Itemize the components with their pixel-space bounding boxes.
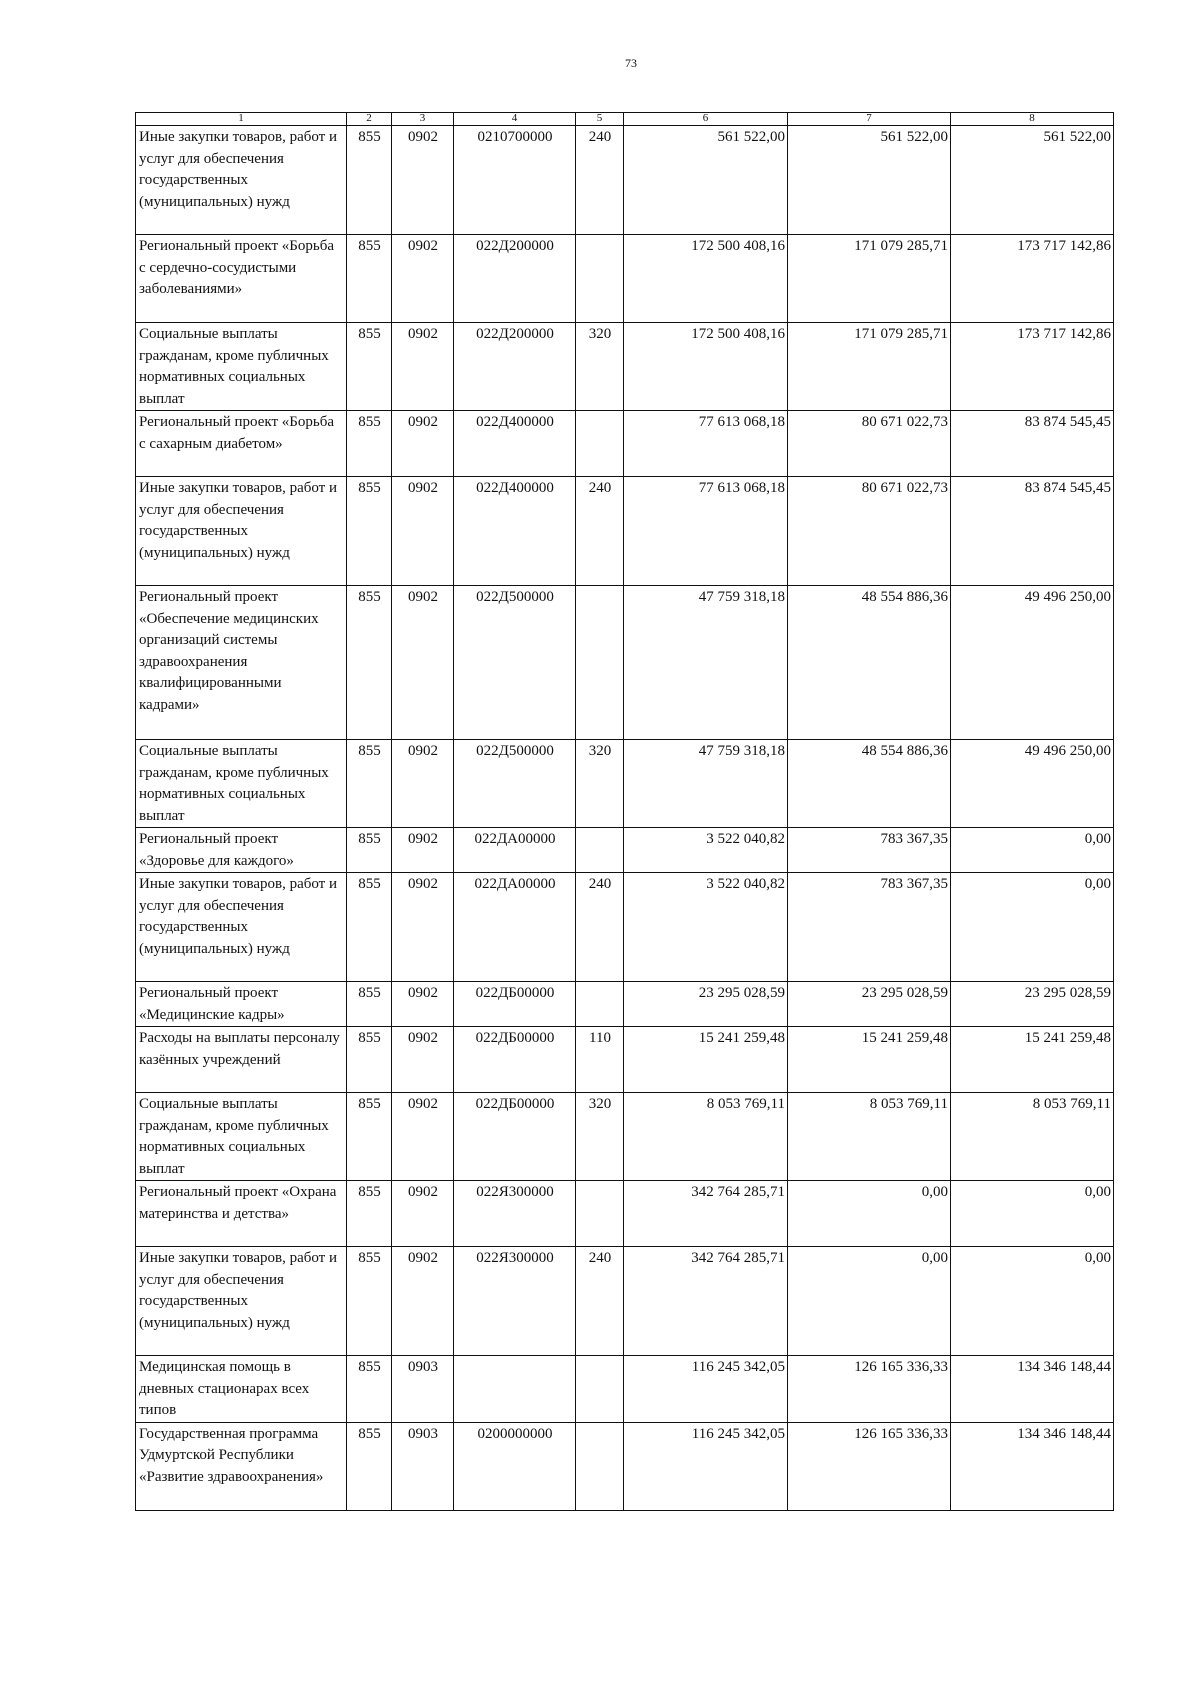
cell-col2: 855 — [347, 1181, 392, 1247]
table-row — [136, 982, 1114, 1027]
cell-col7: 171 079 285,71 — [788, 235, 951, 323]
table-row — [136, 1422, 1114, 1510]
cell-col4: 022Д400000 — [454, 477, 576, 586]
cell-col8: 173 717 142,86 — [951, 235, 1114, 323]
table-row — [136, 477, 1114, 586]
cell-col7: 80 671 022,73 — [788, 411, 951, 477]
item-name: Социальные выплаты гражданам, кроме публичных нормативных социальных выплат — [136, 1093, 347, 1181]
cell-col8: 134 346 148,44 — [951, 1356, 1114, 1423]
cell-col5 — [576, 1181, 624, 1247]
cell-col2: 855 — [347, 982, 392, 1027]
cell-col6: 47 759 318,18 — [624, 740, 788, 828]
cell-col3: 0903 — [392, 1356, 454, 1423]
cell-col3: 0902 — [392, 1181, 454, 1247]
table-row — [136, 323, 1114, 411]
cell-col3: 0902 — [392, 828, 454, 873]
cell-col2: 855 — [347, 126, 392, 235]
cell-col3: 0902 — [392, 323, 454, 411]
cell-col2: 855 — [347, 477, 392, 586]
cell-col5 — [576, 586, 624, 740]
cell-col7: 783 367,35 — [788, 873, 951, 982]
table-row — [136, 586, 1114, 740]
cell-col5: 320 — [576, 1093, 624, 1181]
header-cell: 3 — [392, 113, 454, 126]
cell-col5 — [576, 235, 624, 323]
cell-col2: 855 — [347, 1356, 392, 1423]
cell-col4 — [454, 1356, 576, 1423]
cell-col4: 022Я300000 — [454, 1247, 576, 1356]
cell-col4: 022Д500000 — [454, 586, 576, 740]
cell-col3: 0902 — [392, 740, 454, 828]
budget-table — [135, 112, 1114, 1511]
header-cell: 4 — [454, 113, 576, 126]
cell-col2: 855 — [347, 235, 392, 323]
cell-col3: 0902 — [392, 1027, 454, 1093]
cell-col3: 0902 — [392, 411, 454, 477]
cell-col8: 0,00 — [951, 1181, 1114, 1247]
table-row — [136, 1247, 1114, 1356]
cell-col3: 0902 — [392, 586, 454, 740]
cell-col7: 48 554 886,36 — [788, 586, 951, 740]
item-name: Иные закупки товаров, работ и услуг для обеспечения государственных (муниципальных) нужд — [136, 477, 347, 586]
cell-col4: 022Д200000 — [454, 235, 576, 323]
item-name: Социальные выплаты гражданам, кроме публичных нормативных социальных выплат — [136, 323, 347, 411]
table-row — [136, 1181, 1114, 1247]
cell-col7: 15 241 259,48 — [788, 1027, 951, 1093]
cell-col2: 855 — [347, 411, 392, 477]
cell-col6: 342 764 285,71 — [624, 1181, 788, 1247]
item-name: Региональный проект «Борьба с сахарным диабетом» — [136, 411, 347, 477]
header-cell: 7 — [788, 113, 951, 126]
cell-col4: 0210700000 — [454, 126, 576, 235]
cell-col4: 022Д500000 — [454, 740, 576, 828]
cell-col3: 0902 — [392, 1093, 454, 1181]
header-cell: 8 — [951, 113, 1114, 126]
cell-col6: 77 613 068,18 — [624, 411, 788, 477]
cell-col6: 116 245 342,05 — [624, 1422, 788, 1510]
cell-col8: 173 717 142,86 — [951, 323, 1114, 411]
table-row — [136, 126, 1114, 235]
cell-col7: 126 165 336,33 — [788, 1356, 951, 1423]
item-name: Иные закупки товаров, работ и услуг для обеспечения государственных (муниципальных) нужд — [136, 873, 347, 982]
cell-col8: 561 522,00 — [951, 126, 1114, 235]
cell-col4: 022ДБ00000 — [454, 1093, 576, 1181]
cell-col6: 116 245 342,05 — [624, 1356, 788, 1423]
cell-col3: 0902 — [392, 1247, 454, 1356]
cell-col5: 240 — [576, 477, 624, 586]
cell-col8: 0,00 — [951, 873, 1114, 982]
cell-col4: 022Д400000 — [454, 411, 576, 477]
cell-col2: 855 — [347, 1093, 392, 1181]
table-row — [136, 828, 1114, 873]
cell-col4: 022ДА00000 — [454, 873, 576, 982]
cell-col6: 3 522 040,82 — [624, 828, 788, 873]
cell-col6: 172 500 408,16 — [624, 235, 788, 323]
cell-col4: 022Я300000 — [454, 1181, 576, 1247]
cell-col6: 23 295 028,59 — [624, 982, 788, 1027]
cell-col5 — [576, 982, 624, 1027]
cell-col4: 0200000000 — [454, 1422, 576, 1510]
cell-col8: 23 295 028,59 — [951, 982, 1114, 1027]
cell-col8: 8 053 769,11 — [951, 1093, 1114, 1181]
cell-col5: 110 — [576, 1027, 624, 1093]
table-row — [136, 740, 1114, 828]
cell-col7: 80 671 022,73 — [788, 477, 951, 586]
cell-col6: 8 053 769,11 — [624, 1093, 788, 1181]
item-name: Государственная программа Удмуртской Республики «Развитие здравоохранения» — [136, 1422, 347, 1510]
cell-col5 — [576, 1356, 624, 1423]
cell-col6: 561 522,00 — [624, 126, 788, 235]
cell-col2: 855 — [347, 1247, 392, 1356]
cell-col7: 171 079 285,71 — [788, 323, 951, 411]
cell-col7: 0,00 — [788, 1181, 951, 1247]
cell-col8: 83 874 545,45 — [951, 477, 1114, 586]
cell-col3: 0902 — [392, 477, 454, 586]
cell-col5: 320 — [576, 323, 624, 411]
item-name: Расходы на выплаты персоналу казённых учреждений — [136, 1027, 347, 1093]
cell-col5 — [576, 1422, 624, 1510]
cell-col4: 022ДА00000 — [454, 828, 576, 873]
cell-col7: 126 165 336,33 — [788, 1422, 951, 1510]
cell-col8: 0,00 — [951, 828, 1114, 873]
cell-col8: 15 241 259,48 — [951, 1027, 1114, 1093]
cell-col2: 855 — [347, 740, 392, 828]
cell-col3: 0902 — [392, 982, 454, 1027]
table-row — [136, 873, 1114, 982]
cell-col3: 0902 — [392, 126, 454, 235]
cell-col7: 23 295 028,59 — [788, 982, 951, 1027]
cell-col7: 0,00 — [788, 1247, 951, 1356]
cell-col2: 855 — [347, 1027, 392, 1093]
table-row — [136, 1356, 1114, 1423]
cell-col7: 48 554 886,36 — [788, 740, 951, 828]
cell-col4: 022ДБ00000 — [454, 982, 576, 1027]
cell-col2: 855 — [347, 323, 392, 411]
cell-col5: 240 — [576, 126, 624, 235]
cell-col6: 77 613 068,18 — [624, 477, 788, 586]
cell-col8: 49 496 250,00 — [951, 586, 1114, 740]
cell-col6: 47 759 318,18 — [624, 586, 788, 740]
item-name: Региональный проект «Охрана материнства и детства» — [136, 1181, 347, 1247]
cell-col7: 783 367,35 — [788, 828, 951, 873]
cell-col4: 022ДБ00000 — [454, 1027, 576, 1093]
cell-col5: 240 — [576, 1247, 624, 1356]
item-name: Иные закупки товаров, работ и услуг для обеспечения государственных (муниципальных) нужд — [136, 126, 347, 235]
cell-col5: 240 — [576, 873, 624, 982]
cell-col4: 022Д200000 — [454, 323, 576, 411]
item-name: Социальные выплаты гражданам, кроме публичных нормативных социальных выплат — [136, 740, 347, 828]
cell-col3: 0902 — [392, 873, 454, 982]
table-row — [136, 1027, 1114, 1093]
cell-col3: 0902 — [392, 235, 454, 323]
cell-col8: 49 496 250,00 — [951, 740, 1114, 828]
cell-col5 — [576, 828, 624, 873]
item-name: Региональный проект «Обеспечение медицинских организаций системы здравоохранения квалифицированными кадрами» — [136, 586, 347, 740]
header-row — [136, 113, 1114, 126]
cell-col7: 8 053 769,11 — [788, 1093, 951, 1181]
cell-col6: 342 764 285,71 — [624, 1247, 788, 1356]
cell-col3: 0903 — [392, 1422, 454, 1510]
cell-col7: 561 522,00 — [788, 126, 951, 235]
cell-col6: 15 241 259,48 — [624, 1027, 788, 1093]
item-name: Региональный проект «Медицинские кадры» — [136, 982, 347, 1027]
cell-col5: 320 — [576, 740, 624, 828]
cell-col2: 855 — [347, 873, 392, 982]
item-name: Медицинская помощь в дневных стационарах всех типов — [136, 1356, 347, 1423]
item-name: Региональный проект «Борьба с сердечно-сосудистыми заболеваниями» — [136, 235, 347, 323]
cell-col8: 134 346 148,44 — [951, 1422, 1114, 1510]
header-cell: 5 — [576, 113, 624, 126]
cell-col2: 855 — [347, 828, 392, 873]
cell-col8: 0,00 — [951, 1247, 1114, 1356]
cell-col5 — [576, 411, 624, 477]
cell-col8: 83 874 545,45 — [951, 411, 1114, 477]
cell-col2: 855 — [347, 586, 392, 740]
header-cell: 1 — [136, 113, 347, 126]
table-row — [136, 411, 1114, 477]
page-number: 73 — [625, 56, 637, 70]
table-row — [136, 235, 1114, 323]
header-cell: 6 — [624, 113, 788, 126]
item-name: Региональный проект «Здоровье для каждого» — [136, 828, 347, 873]
item-name: Иные закупки товаров, работ и услуг для обеспечения государственных (муниципальных) нужд — [136, 1247, 347, 1356]
table-row — [136, 1093, 1114, 1181]
cell-col2: 855 — [347, 1422, 392, 1510]
cell-col6: 172 500 408,16 — [624, 323, 788, 411]
cell-col6: 3 522 040,82 — [624, 873, 788, 982]
header-cell: 2 — [347, 113, 392, 126]
